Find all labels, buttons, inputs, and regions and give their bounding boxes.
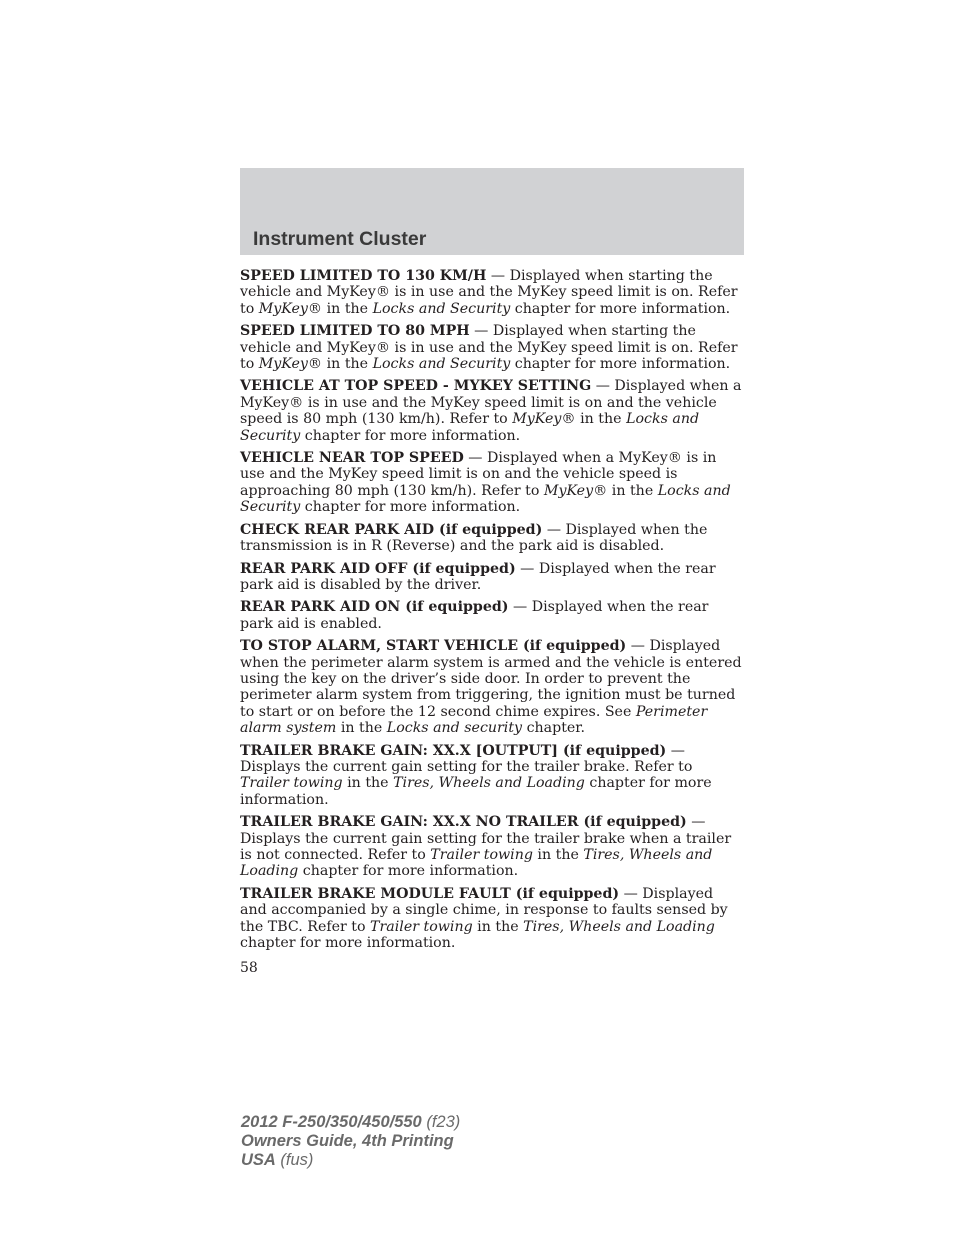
message-term: SPEED LIMITED TO 130 KM/H	[240, 268, 487, 284]
message-description: — Displayed when a MyKey® is in use and the MyKey speed limit is on and the vehicle speed is approaching 80 mph (130 km/h). Refer to	[240, 450, 717, 499]
cross-reference: Tires, Wheels and Loading	[523, 918, 715, 935]
message-entry	[240, 450, 744, 516]
cross-reference: MyKey®	[512, 411, 576, 428]
footer-market-line: USA (fus)	[241, 1151, 314, 1169]
message-list	[240, 268, 744, 957]
cross-reference: Trailer towing	[240, 775, 343, 792]
message-entry	[240, 599, 744, 632]
message-description: in the	[607, 482, 658, 499]
cross-reference: Trailer towing	[430, 847, 533, 863]
chapter-title: Instrument Cluster	[253, 228, 427, 250]
message-description: chapter.	[522, 720, 586, 737]
cross-reference: Tires, Wheels and Loading	[393, 775, 585, 792]
cross-reference: Tires, Wheels and Loading	[240, 847, 713, 880]
document-footer	[241, 1113, 460, 1170]
message-entry	[240, 886, 744, 952]
message-description: — Displayed when a MyKey® is in use and the MyKey speed limit is on and the vehicle speed is 80 mph (130 km/h). Refer to	[240, 378, 742, 428]
cross-reference: Perimeter alarm system	[240, 703, 708, 737]
message-description: chapter for more information.	[298, 863, 519, 880]
message-description: chapter for more information.	[240, 775, 712, 808]
message-entry	[240, 268, 744, 317]
message-entry	[240, 561, 744, 594]
message-entry	[240, 522, 744, 555]
message-description: — Displays the current gain setting for the trailer brake when a trailer is not connected. Refer to	[240, 814, 732, 863]
cross-reference: Locks and Security	[240, 411, 700, 444]
message-description: in the	[336, 720, 387, 737]
cross-reference: MyKey®	[258, 300, 323, 317]
message-description: chapter for more information.	[240, 935, 456, 952]
message-description: — Displayed when the rear park aid is disabled by the driver.	[240, 560, 716, 593]
message-description: in the	[532, 847, 584, 863]
message-description: in the	[342, 775, 394, 792]
message-description: in the	[322, 300, 373, 317]
chapter-header-band	[240, 168, 744, 255]
message-term: VEHICLE NEAR TOP SPEED	[240, 450, 464, 467]
message-entry	[240, 743, 744, 809]
message-term: TRAILER BRAKE MODULE FAULT (if equipped)	[240, 885, 620, 902]
message-entry	[240, 638, 744, 736]
page-number: 58	[240, 960, 258, 976]
message-description: — Displayed when the transmission is in R (Reverse) and the park aid is disabled.	[240, 521, 708, 555]
message-description: chapter for more information.	[510, 356, 731, 373]
message-description: in the	[472, 918, 524, 935]
message-description: — Displayed and accompanied by a single chime, in response to faults sensed by the TBC. Refer to	[240, 885, 728, 935]
message-entry	[240, 378, 744, 444]
message-description: in the	[322, 356, 373, 373]
cross-reference: MyKey®	[258, 356, 323, 373]
message-entry	[240, 323, 744, 372]
message-description: chapter for more information.	[300, 427, 521, 444]
message-term: CHECK REAR PARK AID (if equipped)	[240, 521, 543, 538]
message-term: REAR PARK AID OFF (if equipped)	[240, 560, 516, 577]
message-term: VEHICLE AT TOP SPEED - MYKEY SETTING	[240, 378, 592, 395]
message-description: chapter for more information.	[300, 499, 521, 516]
cross-reference: Locks and Security	[240, 482, 731, 516]
cross-reference: MyKey®	[543, 482, 608, 499]
message-description: — Displayed when starting the vehicle and MyKey® is in use and the MyKey speed limit is on. Refer to	[240, 323, 738, 373]
message-term: TO STOP ALARM, START VEHICLE (if equipped)	[240, 638, 627, 655]
message-description: chapter for more information.	[510, 300, 731, 317]
message-term: REAR PARK AID ON (if equipped)	[240, 599, 509, 616]
footer-edition-line: Owners Guide, 4th Printing	[241, 1132, 454, 1150]
cross-reference: Trailer towing	[370, 918, 473, 935]
message-description: — Displayed when the rear park aid is enabled.	[240, 599, 709, 632]
message-entry	[240, 814, 744, 880]
message-term: SPEED LIMITED TO 80 MPH	[240, 323, 470, 340]
message-description: — Displays the current gain setting for the trailer brake. Refer to	[240, 742, 693, 775]
message-term: TRAILER BRAKE GAIN: XX.X NO TRAILER (if equipped)	[240, 814, 687, 831]
cross-reference: Locks and Security	[372, 356, 511, 373]
message-description: — Displayed when the perimeter alarm system is armed and the vehicle is entered using the key on the driver’s side door. In order to prevent the perimeter alarm system from triggering, the ignition must be turned to start or on before the 12 second chime expires. See	[240, 638, 742, 720]
message-description: in the	[575, 411, 627, 428]
cross-reference: Locks and Security	[372, 300, 511, 317]
message-description: — Displayed when starting the vehicle and MyKey® is in use and the MyKey speed limit is on. Refer to	[240, 268, 738, 317]
footer-model-line: 2012 F-250/350/450/550 (f23)	[241, 1113, 461, 1131]
cross-reference: Locks and security	[386, 720, 523, 737]
message-term: TRAILER BRAKE GAIN: XX.X [OUTPUT] (if equipped)	[240, 742, 667, 759]
